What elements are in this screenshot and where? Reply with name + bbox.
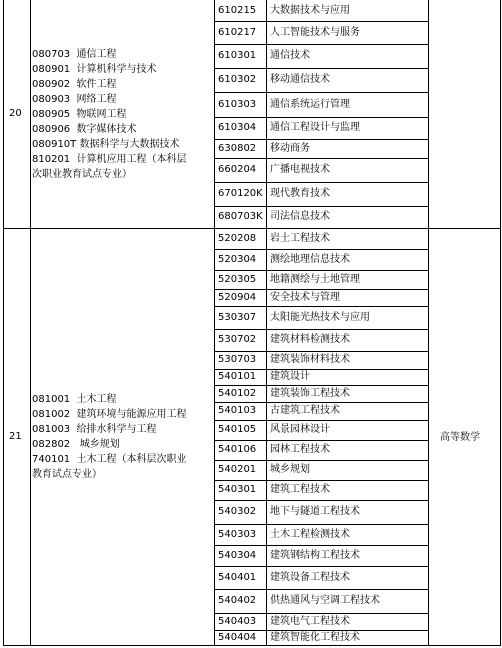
major-entry: 教育试点专业） [32,469,102,480]
course-code: 610217 [218,27,257,38]
row-number: 20 [9,108,22,119]
major-entry: 080903 网络工程 [32,94,117,105]
course-code: 610215 [218,5,257,16]
course-code: 540102 [218,388,257,399]
course-name: 建筑工程技术 [270,484,330,495]
course-code: 540105 [218,424,257,435]
column-divider [214,0,215,646]
course-code: 540403 [218,616,257,627]
course-code: 530307 [218,312,257,323]
course-name: 地下与隧道工程技术 [270,506,360,517]
major-entry: 080901 计算机科学与技术 [32,64,157,75]
course-code: 540404 [218,632,257,643]
course-row-divider [214,117,429,118]
course-name: 建筑智能化工程技术 [270,632,360,643]
course-row-divider [214,270,429,271]
course-code: 540106 [218,444,257,455]
course-name: 通信系统运行管理 [270,99,350,110]
course-row-divider [214,306,429,307]
course-row-divider [214,480,429,481]
course-row-divider [214,589,429,590]
course-code: 630802 [218,143,257,154]
course-code: 540401 [218,572,257,583]
course-code: 670120K [218,188,263,199]
course-row-divider [214,420,429,421]
major-entry: 081001 土木工程 [32,394,117,405]
course-code: 540304 [218,550,257,561]
course-name: 建筑电气工程技术 [270,616,350,627]
group-divider [3,228,501,229]
exam-subject: 高等数学 [440,432,480,443]
course-row-divider [214,44,429,45]
course-name: 大数据技术与应用 [270,5,350,16]
course-code: 520904 [218,292,257,303]
course-code: 530702 [218,334,257,345]
major-entry: 080703 通信工程 [32,49,117,60]
course-name: 供热通风与空调工程技术 [270,595,380,606]
table-border-right [500,0,501,646]
course-name: 风景园林设计 [270,424,330,435]
course-code: 540303 [218,529,257,540]
column-divider [428,0,429,646]
course-name: 建筑装饰工程技术 [270,388,350,399]
course-name: 古建筑工程技术 [270,405,340,416]
course-name: 移动通信技术 [270,74,330,85]
course-name: 园林工程技术 [270,444,330,455]
course-name: 司法信息技术 [270,211,330,222]
course-name: 通信技术 [270,50,310,61]
course-row-divider [214,524,429,525]
course-code: 540402 [218,595,257,606]
course-code: 520208 [218,233,257,244]
table-border-bottom [3,645,501,646]
major-entry: 080905 物联网工程 [32,109,127,120]
course-row-divider [214,21,429,22]
course-name: 土木工程检测技术 [270,529,350,540]
course-name: 地籍测绘与土地管理 [270,274,360,285]
column-divider [266,0,267,646]
course-code: 610301 [218,50,257,61]
course-name: 现代教育技术 [270,188,330,199]
course-code: 610304 [218,122,257,133]
course-name: 建筑设计 [270,371,310,382]
course-name: 测绘地理信息技术 [270,254,350,265]
row-number: 21 [9,431,22,442]
major-entry: 740101 土木工程（本科层次职业 [32,454,187,465]
course-row-divider [214,385,429,386]
course-row-divider [214,630,429,631]
course-name: 建筑材料检测技术 [270,334,350,345]
course-code: 610302 [218,74,257,85]
course-code: 540302 [218,506,257,517]
course-code: 660204 [218,164,257,175]
course-code: 520305 [218,274,257,285]
table-border-left [3,0,4,646]
course-row-divider [214,460,429,461]
major-entry: 081003 给排水科学与工程 [32,424,157,435]
course-name: 城乡规划 [270,464,310,475]
major-entry: 082802 城乡规划 [32,439,120,450]
course-row-divider [214,402,429,403]
course-row-divider [214,545,429,546]
course-code: 680703K [218,211,263,222]
course-row-divider [214,329,429,330]
course-code: 540103 [218,405,257,416]
course-name: 广播电视技术 [270,164,330,175]
course-row-divider [214,206,429,207]
course-row-divider [214,68,429,69]
course-row-divider [214,613,429,614]
course-name: 人工智能技术与服务 [270,27,360,38]
major-entry: 080902 软件工程 [32,79,117,90]
course-code: 610303 [218,99,257,110]
course-row-divider [214,369,429,370]
course-name: 建筑钢结构工程技术 [270,550,360,561]
course-name: 移动商务 [270,143,310,154]
course-code: 520304 [218,254,257,265]
course-code: 530703 [218,354,257,365]
major-entry: 810201 计算机应用工程（本科层 [32,154,187,165]
column-divider [30,0,31,646]
course-row-divider [214,139,429,140]
course-row-divider [214,566,429,567]
course-row-divider [214,500,429,501]
course-name: 安全技术与管理 [270,292,340,303]
course-name: 建筑设备工程技术 [270,572,350,583]
major-entry: 080906 数字媒体技术 [32,124,137,135]
course-row-divider [214,289,429,290]
course-row-divider [214,351,429,352]
major-entry: 次职业教育试点专业） [32,169,132,180]
course-row-divider [214,92,429,93]
course-row-divider [214,440,429,441]
course-row-divider [214,249,429,250]
major-entry: 081002 建筑环境与能源应用工程 [32,409,187,420]
course-code: 540301 [218,484,257,495]
course-name: 建筑装饰材料技术 [270,354,350,365]
course-row-divider [214,158,429,159]
course-name: 岩土工程技术 [270,233,330,244]
major-entry: 080910T 数据科学与大数据技术 [32,139,180,150]
course-row-divider [214,182,429,183]
course-code: 540201 [218,464,257,475]
course-code: 540101 [218,371,257,382]
course-name: 太阳能光热技术与应用 [270,312,370,323]
course-name: 通信工程设计与监理 [270,122,360,133]
